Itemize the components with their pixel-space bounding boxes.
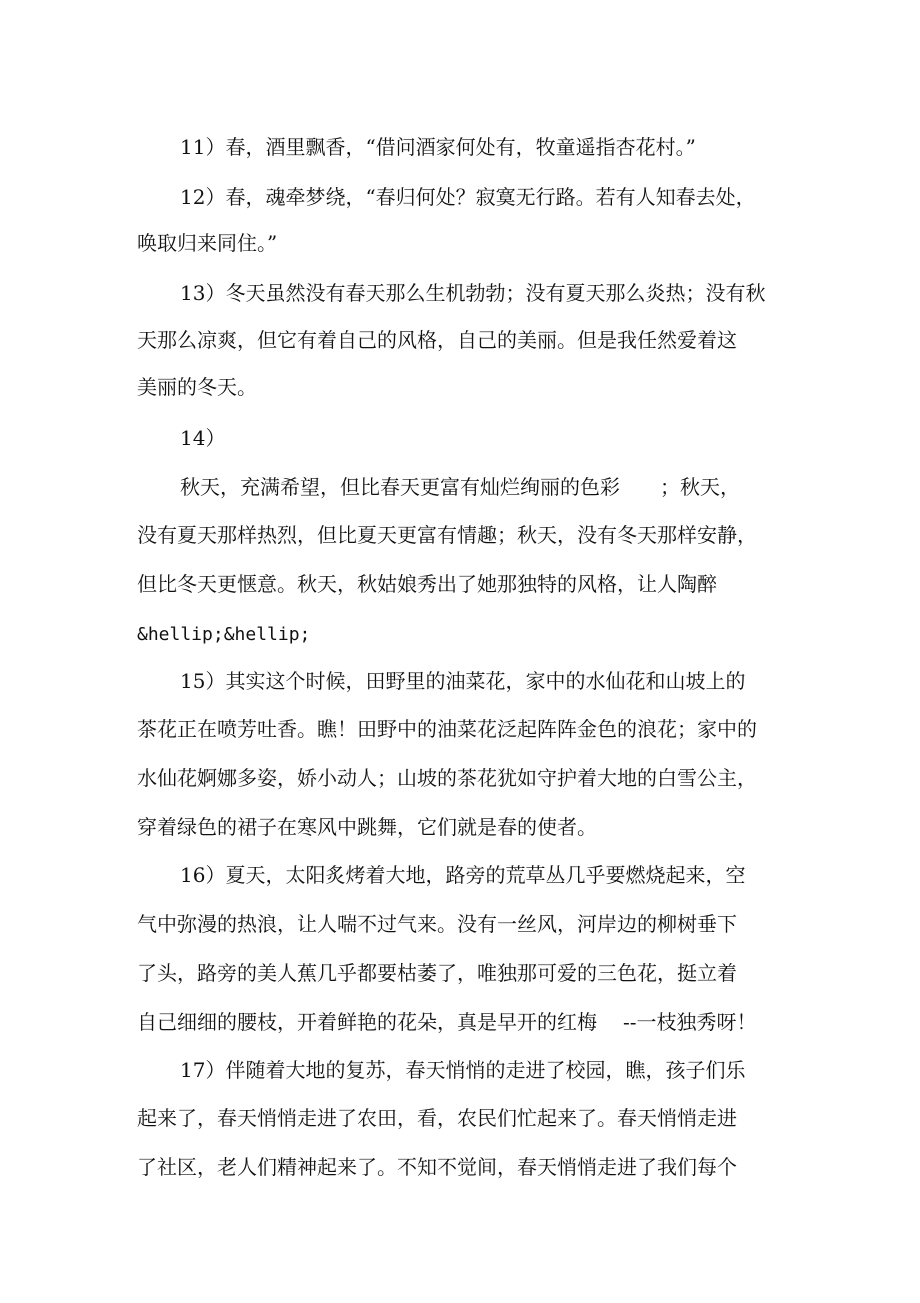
para-15-line-1: 15）其实这个时候，田野里的油菜花，家中的水仙花和山坡上的 xyxy=(180,669,746,693)
para-16-line-1: 16）夏天，太阳炙烤着大地，路旁的荒草丛几乎要燃烧起来，空 xyxy=(180,863,746,887)
para-16-line-2: 气中弥漫的热浪，让人喘不过气来。没有一丝风，河岸边的柳树垂下 xyxy=(137,912,737,936)
para-16-line-3: 了头，路旁的美人蕉几乎都要枯萎了，唯独那可爱的三色花，挺立着 xyxy=(137,961,737,985)
para-15-line-4: 穿着绿色的裙子在寒风中跳舞，它们就是春的使者。 xyxy=(137,815,597,839)
para-14-line-1b: ；秋天， xyxy=(660,475,740,499)
para-17-line-3: 了社区，老人们精神起来了。不知不觉间，春天悄悄走进了我们每个 xyxy=(137,1155,737,1179)
para-17-line-2: 起来了，春天悄悄走进了农田，看，农民们忙起来了。春天悄悄走进 xyxy=(137,1106,737,1130)
para-16-line-4b: --一枝独秀呀！ xyxy=(623,1010,757,1034)
para-12-line-2: 唤取归来同住。” xyxy=(137,231,278,255)
para-13-line-3: 美丽的冬天。 xyxy=(137,375,257,399)
para-14-line-3: 但比冬天更惬意。秋天，秋姑娘秀出了她那独特的风格，让人陶醉 xyxy=(137,572,717,596)
para-12-line-1: 12）春，魂牵梦绕，“春归何处？寂寞无行路。若有人知春去处， xyxy=(180,185,756,209)
para-11-line-1: 11）春，酒里飘香，“借问酒家何处有，牧童遥指杏花村。” xyxy=(180,135,696,159)
para-14-number: 14） xyxy=(180,426,226,450)
para-17-line-1: 17）伴随着大地的复苏，春天悄悄的走进了校园，瞧，孩子们乐 xyxy=(180,1058,746,1082)
para-16-line-4a: 自己细细的腰枝，开着鲜艳的花朵，真是早开的红梅 xyxy=(137,1010,597,1034)
para-13-line-2: 天那么凉爽，但它有着自己的风格，自己的美丽。但是我任然爱着这 xyxy=(137,328,737,352)
para-14-ellipsis-entity: &hellip;&hellip; xyxy=(137,624,311,645)
para-14-line-1a: 秋天，充满希望，但比春天更富有灿烂绚丽的色彩 xyxy=(180,475,620,499)
para-15-line-3: 水仙花婀娜多姿，娇小动人；山坡的茶花犹如守护着大地的白雪公主， xyxy=(137,766,757,790)
para-13-line-1: 13）冬天虽然没有春天那么生机勃勃；没有夏天那么炎热；没有秋 xyxy=(180,281,766,305)
para-14-line-2: 没有夏天那样热烈，但比夏天更富有情趣；秋天，没有冬天那样安静， xyxy=(137,523,757,547)
para-15-line-2: 茶花正在喷芳吐香。瞧！田野中的油菜花泛起阵阵金色的浪花；家中的 xyxy=(137,717,757,741)
